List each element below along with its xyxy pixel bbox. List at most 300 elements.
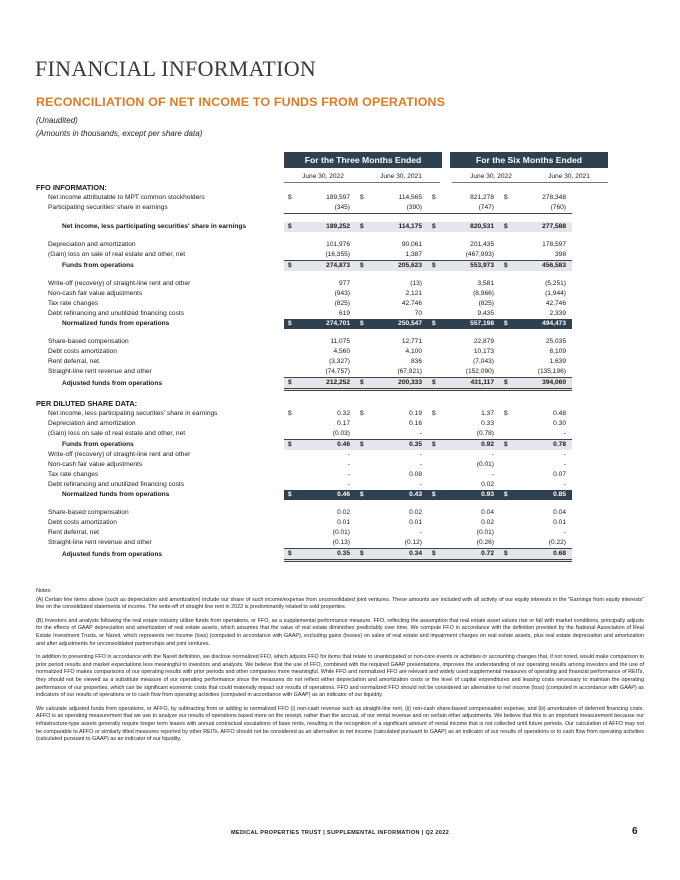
value-cell: 9,435 [477,310,494,317]
currency-symbol [500,518,510,528]
value-cell: 0.30 [553,420,566,427]
heading-fill [284,183,572,193]
row-label: Debt refinancing and unutilized financing costs [48,310,184,317]
row-label: Straight-line rent revenue and other [48,539,152,547]
currency-symbol [428,337,438,347]
note-affo: We calculate adjusted funds from operations, or AFFO, by subtracting from or adding to normalized FFO (i) non-cash revenue such as straight-line rent, (ii) non-cash share-based compensation expense, and (iii) amortization of deferred financing costs. AFFO is an operating measurement that we use to analyze our results of operations based more on the receipt, rather than the accrual, of our rental revenue and on certain other adjustments. We believe that this is an important measurement because our infrastructure-type assets generally require longer term leases with annual contractual escalations of base rents, resulting in the recognition of a significant amount of rental income that is not collected until future periods. Our calculation of AFFO may not be comparable to AFFO or similarly titled measures reported by other REITs. AFFO should not be considered as an alternative to net income (calculated pursuant to GAAP) as an indicator of our results of operations or to cash flow from operating activities (calculated pursuant to GAAP) as an indicator of our liquidity. [36,705,644,743]
currency-symbol [500,279,510,289]
value-cell: (0.01) [476,461,494,468]
currency-symbol [356,357,366,367]
currency-symbol: $ [500,222,510,232]
currency-symbol [284,240,294,250]
currency-symbol [284,450,294,460]
value-cell: 0.08 [409,471,422,478]
currency-symbol [428,309,438,319]
currency-symbol [284,528,294,538]
value-cell: (0.78) [438,429,500,440]
value-cell: 0.17 [337,420,350,427]
currency-symbol [428,528,438,538]
value-cell: 42,746 [401,300,422,307]
currency-symbol: $ [428,378,438,390]
value-cell: 0.02 [481,481,494,488]
value-cell: 557,198 [438,319,500,329]
table-row [36,222,572,232]
currency-symbol: $ [360,194,364,201]
value-cell: 0.35 [294,549,356,561]
value-cell: (467,993) [438,250,500,261]
value-cell: (760) [510,203,572,214]
value-cell: - [563,461,566,468]
currency-symbol: $ [500,440,510,451]
table-row [36,347,572,357]
value-cell: 0.02 [409,509,422,516]
value-cell: 836 [410,358,422,365]
spacer-cell [36,500,572,508]
table-row [36,470,572,480]
table-row [36,528,572,538]
currency-symbol: $ [500,261,510,272]
value-cell: (747) [438,203,500,214]
currency-symbol [500,470,510,480]
value-cell: 114,565 [398,194,422,201]
currency-symbol [356,240,366,250]
value-cell: - [419,451,422,458]
value-cell: - [366,429,428,440]
currency-symbol: $ [284,490,294,500]
value-cell: 274,873 [294,261,356,272]
currency-symbol [356,518,366,528]
value-cell: (0.22) [510,538,572,549]
value-cell: 212,252 [294,378,356,390]
value-cell: 619 [338,310,350,317]
value-cell: 0.33 [481,420,494,427]
row-label: Debt costs amortization [48,519,117,526]
currency-symbol: $ [504,194,508,201]
currency-symbol: $ [360,410,364,417]
currency-symbol: $ [428,549,438,561]
table-row [36,480,572,490]
currency-symbol [500,203,510,214]
currency-symbol: $ [432,410,436,417]
currency-symbol [356,450,366,460]
value-cell: 42,746 [545,300,566,307]
value-cell: 189,252 [294,222,356,232]
row-label: Normalized funds from operations [62,491,170,498]
value-cell: 90,061 [401,241,422,248]
value-cell: 0.19 [409,410,422,417]
value-cell: (0.12) [366,538,428,549]
currency-symbol [356,460,366,470]
currency-symbol [284,299,294,309]
table-row [36,549,572,561]
value-cell: 274,701 [294,319,356,329]
heading-fill [284,399,572,409]
value-cell: 70 [414,310,422,317]
currency-symbol: $ [428,261,438,272]
currency-symbol [428,289,438,299]
table-row [36,357,572,367]
spacer-cell [36,214,572,223]
currency-symbol [428,250,438,261]
table-row [36,367,572,378]
value-cell: (825) [478,300,494,307]
currency-symbol [500,528,510,538]
spacer-row [36,232,572,240]
value-cell: (3,327) [329,358,350,365]
table-row [36,460,572,470]
table-row [36,319,572,329]
currency-symbol: $ [500,549,510,561]
row-label: Non-cash fair value adjustments [48,461,143,468]
currency-symbol [356,419,366,429]
currency-symbol [428,508,438,518]
value-cell: 3,581 [477,280,494,287]
value-cell: 0.68 [510,549,572,561]
row-label: Rent deferral, net [48,529,99,536]
value-cell: 398 [510,250,572,261]
currency-symbol [500,367,510,378]
row-label: Debt refinancing and unutilized financing costs [48,481,184,488]
value-cell: 189,597 [326,194,350,201]
value-cell: 0.16 [409,420,422,427]
page-footer: MEDICAL PROPERTIES TRUST | SUPPLEMENTAL INFORMATION | Q2 2022 [230,830,450,836]
table-row [36,450,572,460]
currency-symbol [284,337,294,347]
value-cell: 0.85 [510,490,572,500]
value-cell: - [347,451,350,458]
currency-symbol: $ [428,490,438,500]
row-label: Debt costs amortization [48,348,117,355]
section-heading-row [36,399,572,409]
value-cell: 277,588 [510,222,572,232]
currency-symbol [356,279,366,289]
value-cell: 0.46 [294,440,356,451]
currency-symbol [356,309,366,319]
value-cell: 0.46 [294,490,356,500]
six-months-header: For the Six Months Ended [450,152,608,168]
value-cell: 101,976 [326,241,350,248]
col-date-1: June 30, 2022 [302,173,344,180]
currency-symbol [500,538,510,549]
value-cell: - [347,461,350,468]
value-cell: 114,175 [366,222,428,232]
table-row [36,261,572,272]
currency-symbol: $ [428,222,438,232]
currency-symbol [356,528,366,538]
value-cell: 2,339 [549,310,566,317]
value-cell: 553,973 [438,261,500,272]
value-cell: 11,075 [330,338,350,345]
value-cell: - [347,481,350,488]
value-cell: - [419,461,422,468]
table-row [36,518,572,528]
row-label: Write-off (recovery) of straight-line rent and other [48,280,191,287]
row-label: Net income attributable to MPT common stockholders [48,194,205,201]
currency-symbol [284,357,294,367]
three-months-header: For the Three Months Ended [284,152,442,168]
value-cell: 22,879 [473,338,494,345]
note-b: (B) Investors and analysts following the real estate industry utilize funds from operations, or FFO, as a supplemental performance measure. FFO, reflecting the assumption that real estate asset values rise or fall with market conditions, principally adjusts for the effects of GAAP depreciation and amortization of real estate assets, which assumes that the value of real estate diminishes predictably over time. We compute FFO in accordance with the definition provided by the National Association of Real Estate Investment Trusts, or Nareit, which represents net income (loss) (computed in accordance with GAAP), excluding gains (losses) on sales of real estate and impairment charges on real estate assets, plus real estate depreciation and amortization and after adjustments for unconsolidated partnerships and joint ventures. [36,617,644,647]
currency-symbol [500,309,510,319]
value-cell: (13) [410,280,422,287]
currency-symbol: $ [356,549,366,561]
row-label: Rent deferral, net [48,358,99,365]
currency-symbol: $ [356,222,366,232]
row-label: Net income, less participating securities' share in earnings [48,410,218,417]
currency-symbol: $ [504,410,508,417]
value-cell: (7,043) [473,358,494,365]
value-cell: 205,623 [366,261,428,272]
currency-symbol [284,460,294,470]
value-cell: 8,109 [549,348,566,355]
currency-symbol [284,279,294,289]
value-cell: 494,473 [510,319,572,329]
value-cell: 0.04 [553,509,566,516]
currency-symbol [284,250,294,261]
currency-symbol: $ [432,194,436,201]
table-row [36,429,572,440]
page-title: FINANCIAL INFORMATION [35,56,317,81]
row-label: Tax rate changes [48,471,99,478]
currency-symbol [356,337,366,347]
currency-symbol [284,367,294,378]
currency-symbol [428,429,438,440]
currency-symbol [284,538,294,549]
currency-symbol [500,347,510,357]
value-cell: 1,387 [366,250,428,261]
reconciliation-table [36,183,572,562]
value-cell: 0.34 [366,549,428,561]
value-cell: - [563,451,566,458]
value-cell: 0.07 [553,471,566,478]
value-cell: 12,771 [401,338,422,345]
value-cell: - [347,471,350,478]
value-cell: (0.01) [476,529,494,536]
value-cell: (0.26) [438,538,500,549]
currency-symbol [428,279,438,289]
section-title: RECONCILIATION OF NET INCOME TO FUNDS FROM OPERATIONS [36,95,446,109]
currency-symbol [284,419,294,429]
value-cell: 1,639 [549,358,566,365]
currency-symbol [500,337,510,347]
row-label: Adjusted funds from operations [62,550,163,558]
value-cell: 820,531 [438,222,500,232]
value-cell: - [491,471,494,478]
currency-symbol: $ [356,378,366,390]
value-cell: (16,355) [294,250,356,261]
currency-symbol [428,460,438,470]
spacer-row [36,271,572,279]
value-cell: (74,757) [294,367,356,378]
col-date-2: June 30, 2021 [380,173,422,180]
row-label: Non-cash fair value adjustments [48,290,143,297]
value-cell: 0.01 [337,519,350,526]
currency-symbol [284,309,294,319]
currency-symbol [428,203,438,214]
amounts-note: (Amounts in thousands, except per share data) [36,129,203,138]
currency-symbol [500,289,510,299]
table-row [36,508,572,518]
currency-symbol: $ [288,194,292,201]
row-label: Share-based compensation [48,509,129,516]
currency-symbol: $ [356,319,366,329]
row-label: Write-off (recovery) of straight-line rent and other [48,451,191,458]
value-cell: (390) [366,203,428,214]
note-a: (A) Certain line items above (such as depreciation and amortization) include our share of such income/expense from unconsolidated joint ventures. These amounts are included with all activity of our equity interests in the "Earnings from equity interests" line on the consolidated statements of income. The write-off of straight line rent in 2022 is predominantly related to sold properties. [36,596,644,611]
section-heading-row [36,183,572,193]
page-number: 6 [632,826,638,837]
currency-symbol [500,250,510,261]
currency-symbol [284,480,294,490]
table-row [36,289,572,299]
value-cell: (0.03) [294,429,356,440]
value-cell: - [491,451,494,458]
row-label: Tax rate changes [48,300,99,307]
note-normalized-ffo: In addition to presenting FFO in accordance with the Nareit definition, we disclose normalized FFO, which adjusts FFO for items that relate to unanticipated or non-core events or activities or accounting changes that, if not noted, would make comparison to prior period results and market expectations less meaningful to investors and analysts. We believe that the use of FFO, combined with the required GAAP presentations, improves the understanding of our operating results among investors and the use of normalized FFO makes comparisons of our operating results with prior periods and other companies more meaningful. While FFO and normalized FFO are relevant and widely used supplemental measures of operating and financial performance of REITs, they should not be viewed as a substitute measure of our operating performance since the measures do not reflect either depreciation and amortization costs or the level of capital expenditures and leasing costs necessary to maintain the operating performance of our properties, which can be significant economic costs that could materially impact our results of operations. FFO and normalized FFO should not be considered an alternative to net income (loss) (computed in accordance with GAAP) as indicators of our results of operations or to cash flow from operating activities (computed in accordance with GAAP) as an indicator of our liquidity. [36,654,644,699]
currency-symbol [356,538,366,549]
table-row [36,279,572,289]
value-cell: (345) [294,203,356,214]
table-row [36,193,572,203]
table-row [36,309,572,319]
spacer-cell [36,390,572,400]
table-row [36,440,572,451]
value-cell: 1.37 [481,410,494,417]
currency-symbol [428,347,438,357]
value-cell: 0.93 [438,490,500,500]
spacer-row [36,329,572,337]
currency-symbol [428,367,438,378]
currency-symbol: $ [500,319,510,329]
notes-heading: Notes: [36,588,52,594]
value-cell: 4,560 [333,348,350,355]
currency-symbol [428,518,438,528]
value-cell: (135,196) [510,367,572,378]
value-cell: 10,173 [473,348,494,355]
table-row [36,337,572,347]
currency-symbol: $ [284,378,294,390]
currency-symbol [428,538,438,549]
currency-symbol: $ [356,490,366,500]
value-cell: (0.01) [332,529,350,536]
currency-symbol [500,480,510,490]
row-label: Depreciation and amortization [48,241,136,248]
table-row [36,409,572,419]
currency-symbol [500,508,510,518]
currency-symbol [284,518,294,528]
value-cell: 178,597 [542,241,566,248]
value-cell: 0.72 [438,549,500,561]
row-label: PER DILUTED SHARE DATA: [36,399,138,408]
value-cell: 0.04 [481,509,494,516]
value-cell: 0.78 [510,440,572,451]
currency-symbol: $ [356,440,366,451]
currency-symbol: $ [284,319,294,329]
value-cell: (5,251) [545,280,566,287]
currency-symbol: $ [284,222,294,232]
value-cell: - [563,481,566,488]
currency-symbol [500,299,510,309]
value-cell: 201,435 [470,241,494,248]
currency-symbol [500,429,510,440]
row-label: (Gain) loss on sale of real estate and other, net [48,251,186,259]
value-cell: - [419,481,422,488]
currency-symbol [428,470,438,480]
currency-symbol [356,508,366,518]
currency-symbol: $ [428,319,438,329]
table-row [36,240,572,250]
value-cell: (825) [334,300,350,307]
value-cell: 200,333 [366,378,428,390]
currency-symbol: $ [284,549,294,561]
table-row [36,250,572,261]
currency-symbol: $ [356,261,366,272]
row-label: Straight-line rent revenue and other [48,368,152,376]
value-cell: (943) [334,290,350,297]
currency-symbol [428,419,438,429]
table-row [36,203,572,214]
currency-symbol [356,250,366,261]
currency-symbol [428,240,438,250]
notes-section [36,588,644,750]
value-cell: 4,100 [405,348,422,355]
currency-symbol [356,480,366,490]
currency-symbol: $ [500,490,510,500]
row-label: FFO INFORMATION: [36,183,107,192]
currency-symbol: $ [284,440,294,451]
value-cell: 2,121 [405,290,422,297]
value-cell: 0.01 [553,519,566,526]
spacer-cell [36,232,572,240]
value-cell: 394,060 [510,378,572,390]
currency-symbol [428,450,438,460]
row-label: Net income, less participating securities' share in earnings [62,223,247,230]
table-row [36,378,572,390]
table-row [36,299,572,309]
row-label: Depreciation and amortization [48,420,136,427]
value-cell: 25,035 [545,338,566,345]
currency-symbol [284,203,294,214]
row-label: Adjusted funds from operations [62,379,163,387]
currency-symbol: $ [288,410,292,417]
currency-symbol [356,299,366,309]
currency-symbol [356,203,366,214]
currency-symbol [428,480,438,490]
row-label: Participating securities' share in earnings [48,204,168,212]
currency-symbol [356,289,366,299]
unaudited-note: (Unaudited) [36,116,78,125]
currency-symbol [284,347,294,357]
currency-symbol [428,357,438,367]
value-cell: 0.01 [409,519,422,526]
spacer-cell [36,329,572,337]
row-label: Share-based compensation [48,338,129,345]
value-cell: 0.92 [438,440,500,451]
currency-symbol [284,429,294,440]
col-date-3: June 30, 2022 [470,173,512,180]
value-cell: (67,921) [366,367,428,378]
row-label: Normalized funds from operations [62,320,170,327]
value-cell: 278,348 [542,194,566,201]
currency-symbol [284,289,294,299]
spacer-row [36,390,572,400]
table-row [36,419,572,429]
value-cell: 0.35 [366,440,428,451]
col-date-4: June 30, 2021 [548,173,590,180]
currency-symbol [356,367,366,378]
currency-symbol [284,508,294,518]
currency-symbol [356,470,366,480]
